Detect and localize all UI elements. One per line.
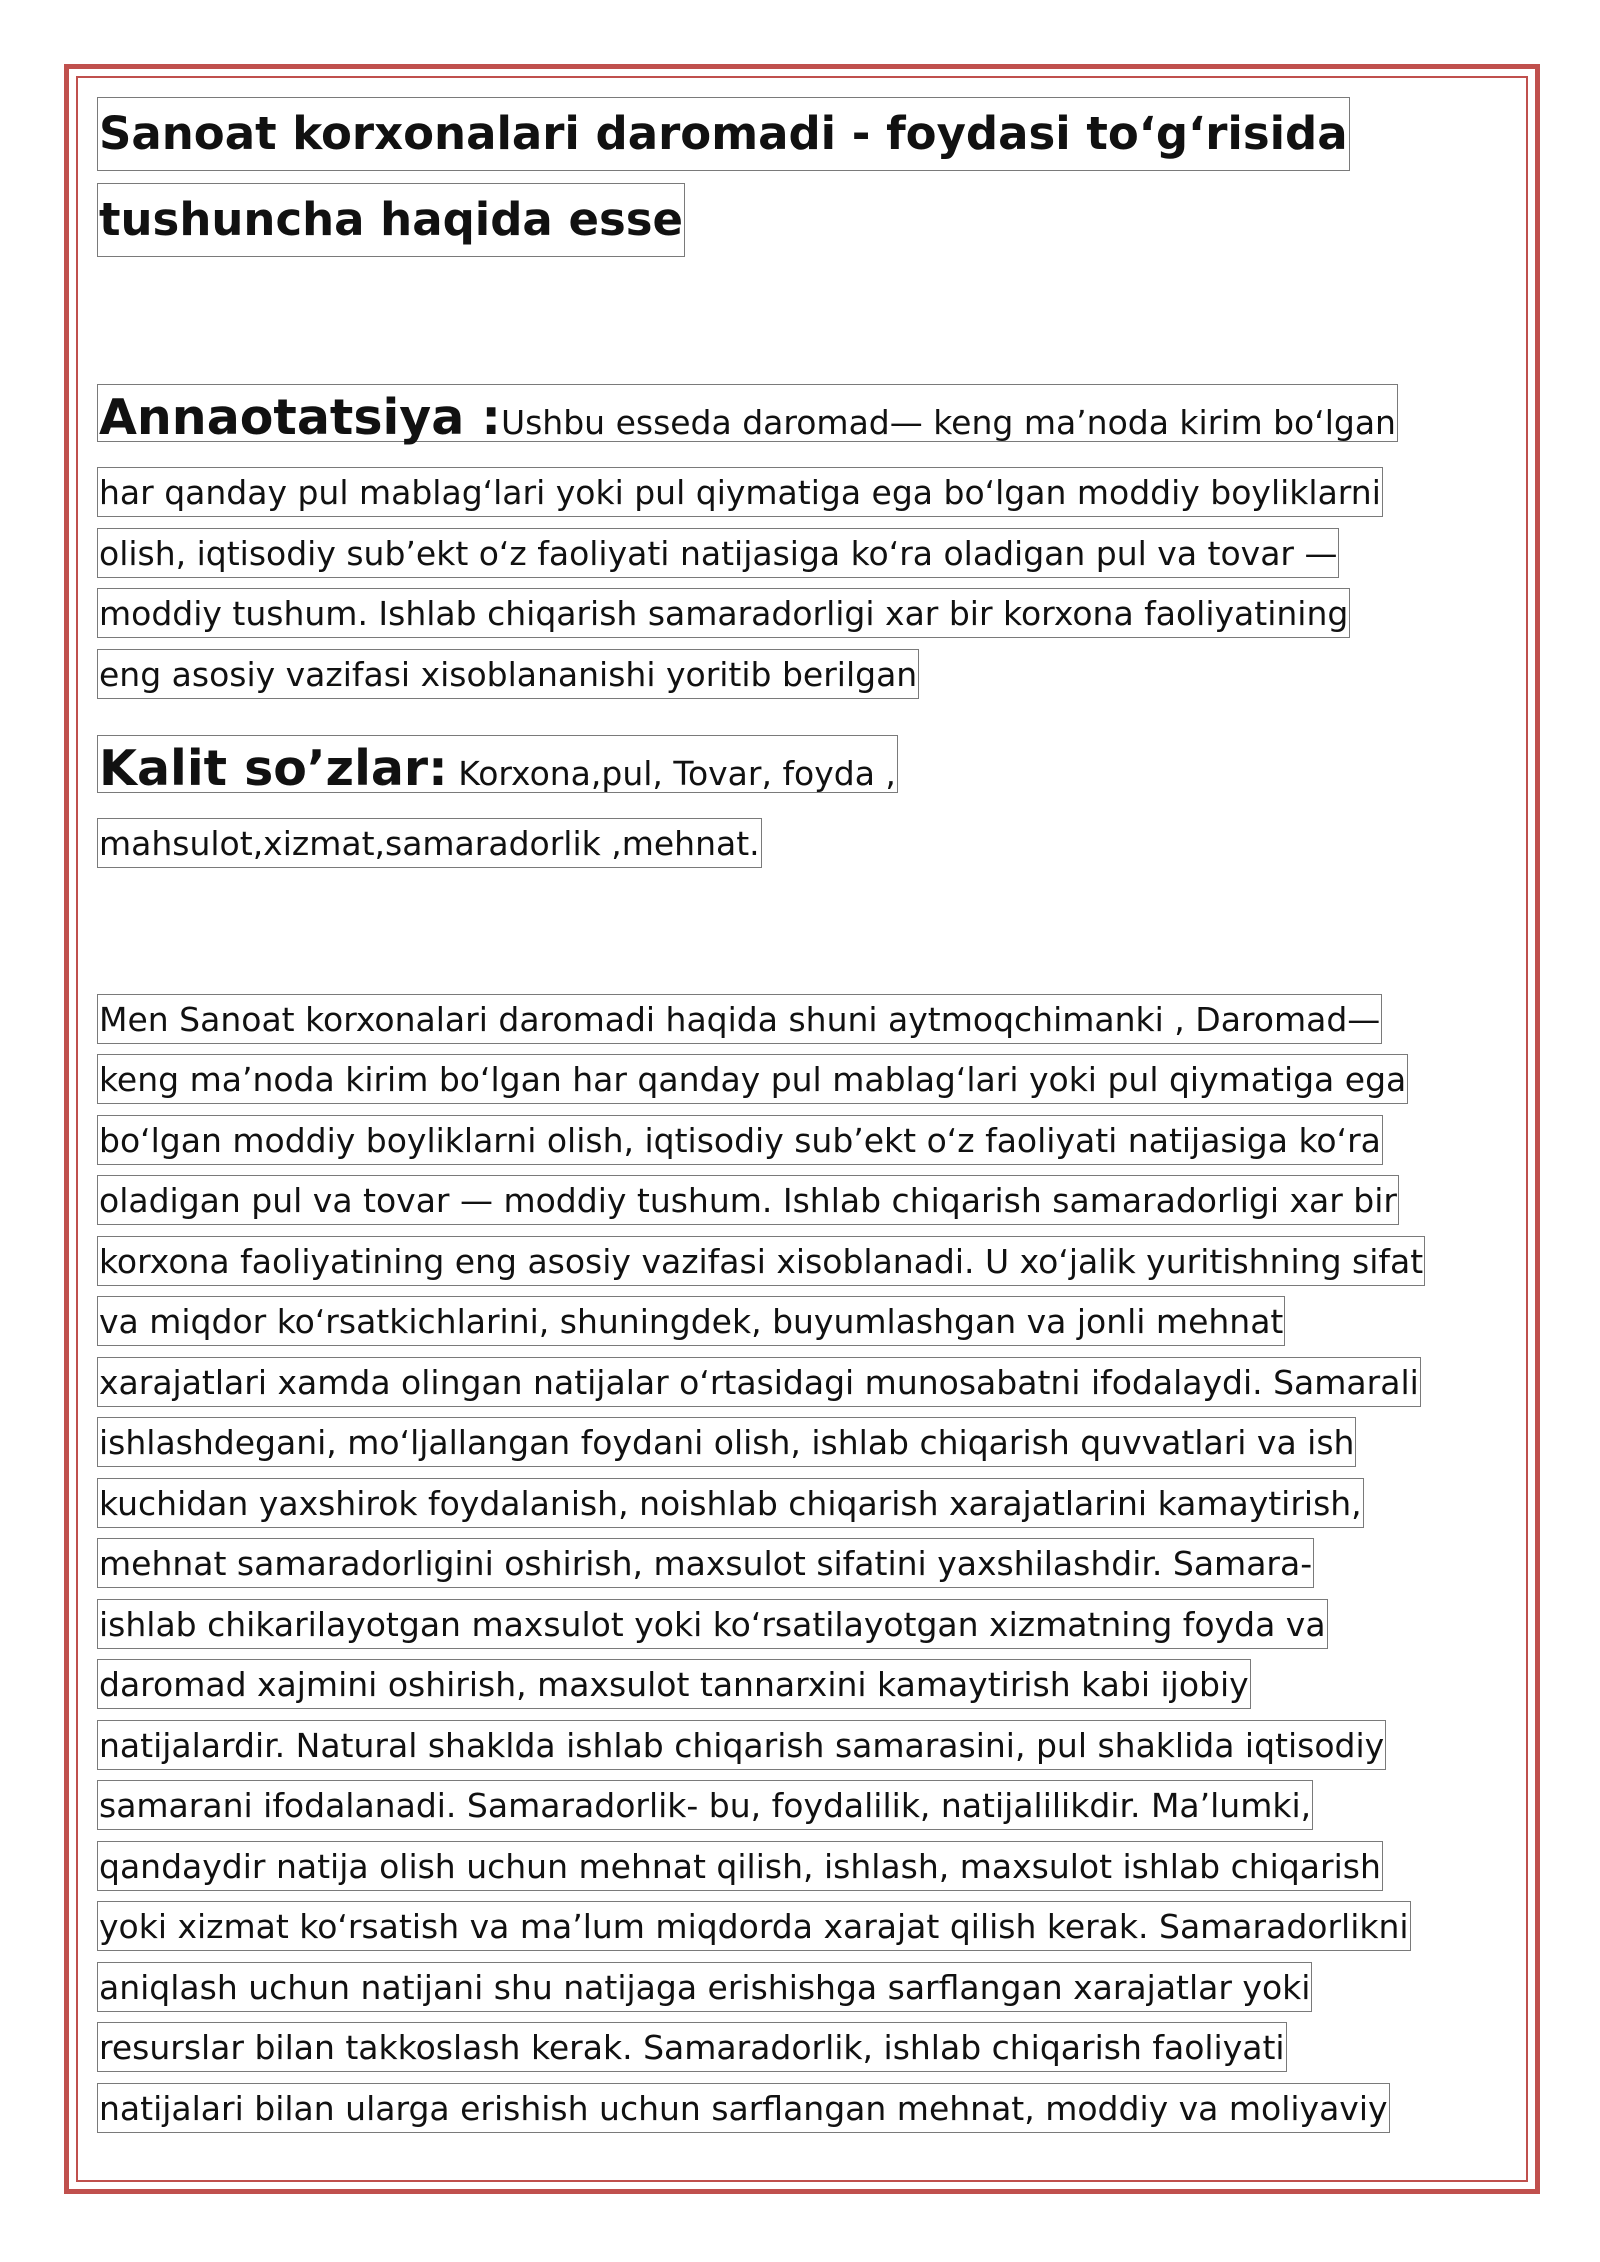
title-line: tushuncha haqida esse	[97, 183, 685, 257]
body-line: yoki xizmat ko‘rsatish va ma’lum miqdorda xarajat qilish kerak. Samaradorlikni	[97, 1901, 1411, 1951]
keywords-line: mahsulot,xizmat,samaradorlik ,mehnat.	[97, 818, 762, 868]
body-line: xarajatlari xamda olingan natijalar o‘rtasidagi munosabatni ifodalaydi. Samarali	[97, 1357, 1421, 1407]
annotation-line: har qanday pul mablag‘lari yoki pul qiymatiga ega bo‘lgan moddiy boyliklarni	[97, 467, 1383, 517]
annotation-text: Ushbu esseda daromad— keng ma’noda kirim bo‘lgan	[500, 403, 1396, 442]
annotation-line: olish, iqtisodiy sub’ekt o‘z faoliyati natijasiga ko‘ra oladigan pul va tovar —	[97, 528, 1339, 578]
keywords-line	[97, 735, 898, 797]
keywords-label: Kalit so’zlar:	[99, 740, 448, 797]
title-line: Sanoat korxonalari daromadi - foydasi to‘g‘risida	[97, 97, 1350, 171]
body-line: resurslar bilan takkoslash kerak. Samaradorlik, ishlab chiqarish faoliyati	[97, 2022, 1287, 2072]
body-line: kuchidan yaxshirok foydalanish, noishlab chiqarish xarajatlarini kamaytirish,	[97, 1478, 1364, 1528]
keywords-text: Korxona,pul, Tovar, foyda ,	[447, 754, 896, 793]
body-line: aniqlash uchun natijani shu natijaga erishishga sarflangan xarajatlar yoki	[97, 1962, 1312, 2012]
body-line: oladigan pul va tovar — moddiy tushum. Ishlab chiqarish samaradorligi xar bir	[97, 1175, 1399, 1225]
body-line: daromad xajmini oshirish, maxsulot tannarxini kamaytirish kabi ijobiy	[97, 1659, 1251, 1709]
annotation-line: moddiy tushum. Ishlab chiqarish samaradorligi xar bir korxona faoliyatining	[97, 588, 1350, 638]
body-line: va miqdor ko‘rsatkichlarini, shuningdek, buyumlashgan va jonli mehnat	[97, 1296, 1285, 1346]
body-line: samarani ifodalanadi. Samaradorlik- bu, foydalilik, natijalilikdir. Ma’lumki,	[97, 1780, 1313, 1830]
body-line: keng ma’noda kirim bo‘lgan har qanday pul mablag‘lari yoki pul qiymatiga ega	[97, 1054, 1408, 1104]
body-line: mehnat samaradorligini oshirish, maxsulot sifatini yaxshilashdir. Samara-	[97, 1538, 1314, 1588]
annotation-label: Annaotatsiya :	[99, 389, 501, 446]
body-line: natijalari bilan ularga erishish uchun sarflangan mehnat, moddiy va moliyaviy	[97, 2083, 1390, 2133]
body-line: qandaydir natija olish uchun mehnat qilish, ishlash, maxsulot ishlab chiqarish	[97, 1841, 1383, 1891]
body-line: korxona faoliyatining eng asosiy vazifasi xisoblanadi. U xo‘jalik yuritishning sifat	[97, 1236, 1425, 1286]
body-line: natijalardir. Natural shaklda ishlab chiqarish samarasini, pul shaklida iqtisodiy	[97, 1720, 1386, 1770]
annotation-line: eng asosiy vazifasi xisoblananishi yoritib berilgan	[97, 649, 919, 699]
annotation-line	[97, 384, 1398, 446]
body-line: ishlashdegani, mo‘ljallangan foydani olish, ishlab chiqarish quvvatlari va ish	[97, 1417, 1356, 1467]
body-line: bo‘lgan moddiy boyliklarni olish, iqtisodiy sub’ekt o‘z faoliyati natijasiga ko‘ra	[97, 1115, 1383, 1165]
body-line: ishlab chikarilayotgan maxsulot yoki ko‘rsatilayotgan xizmatning foyda va	[97, 1599, 1328, 1649]
body-line: Men Sanoat korxonalari daromadi haqida shuni aytmoqchimanki , Daromad—	[97, 994, 1382, 1044]
